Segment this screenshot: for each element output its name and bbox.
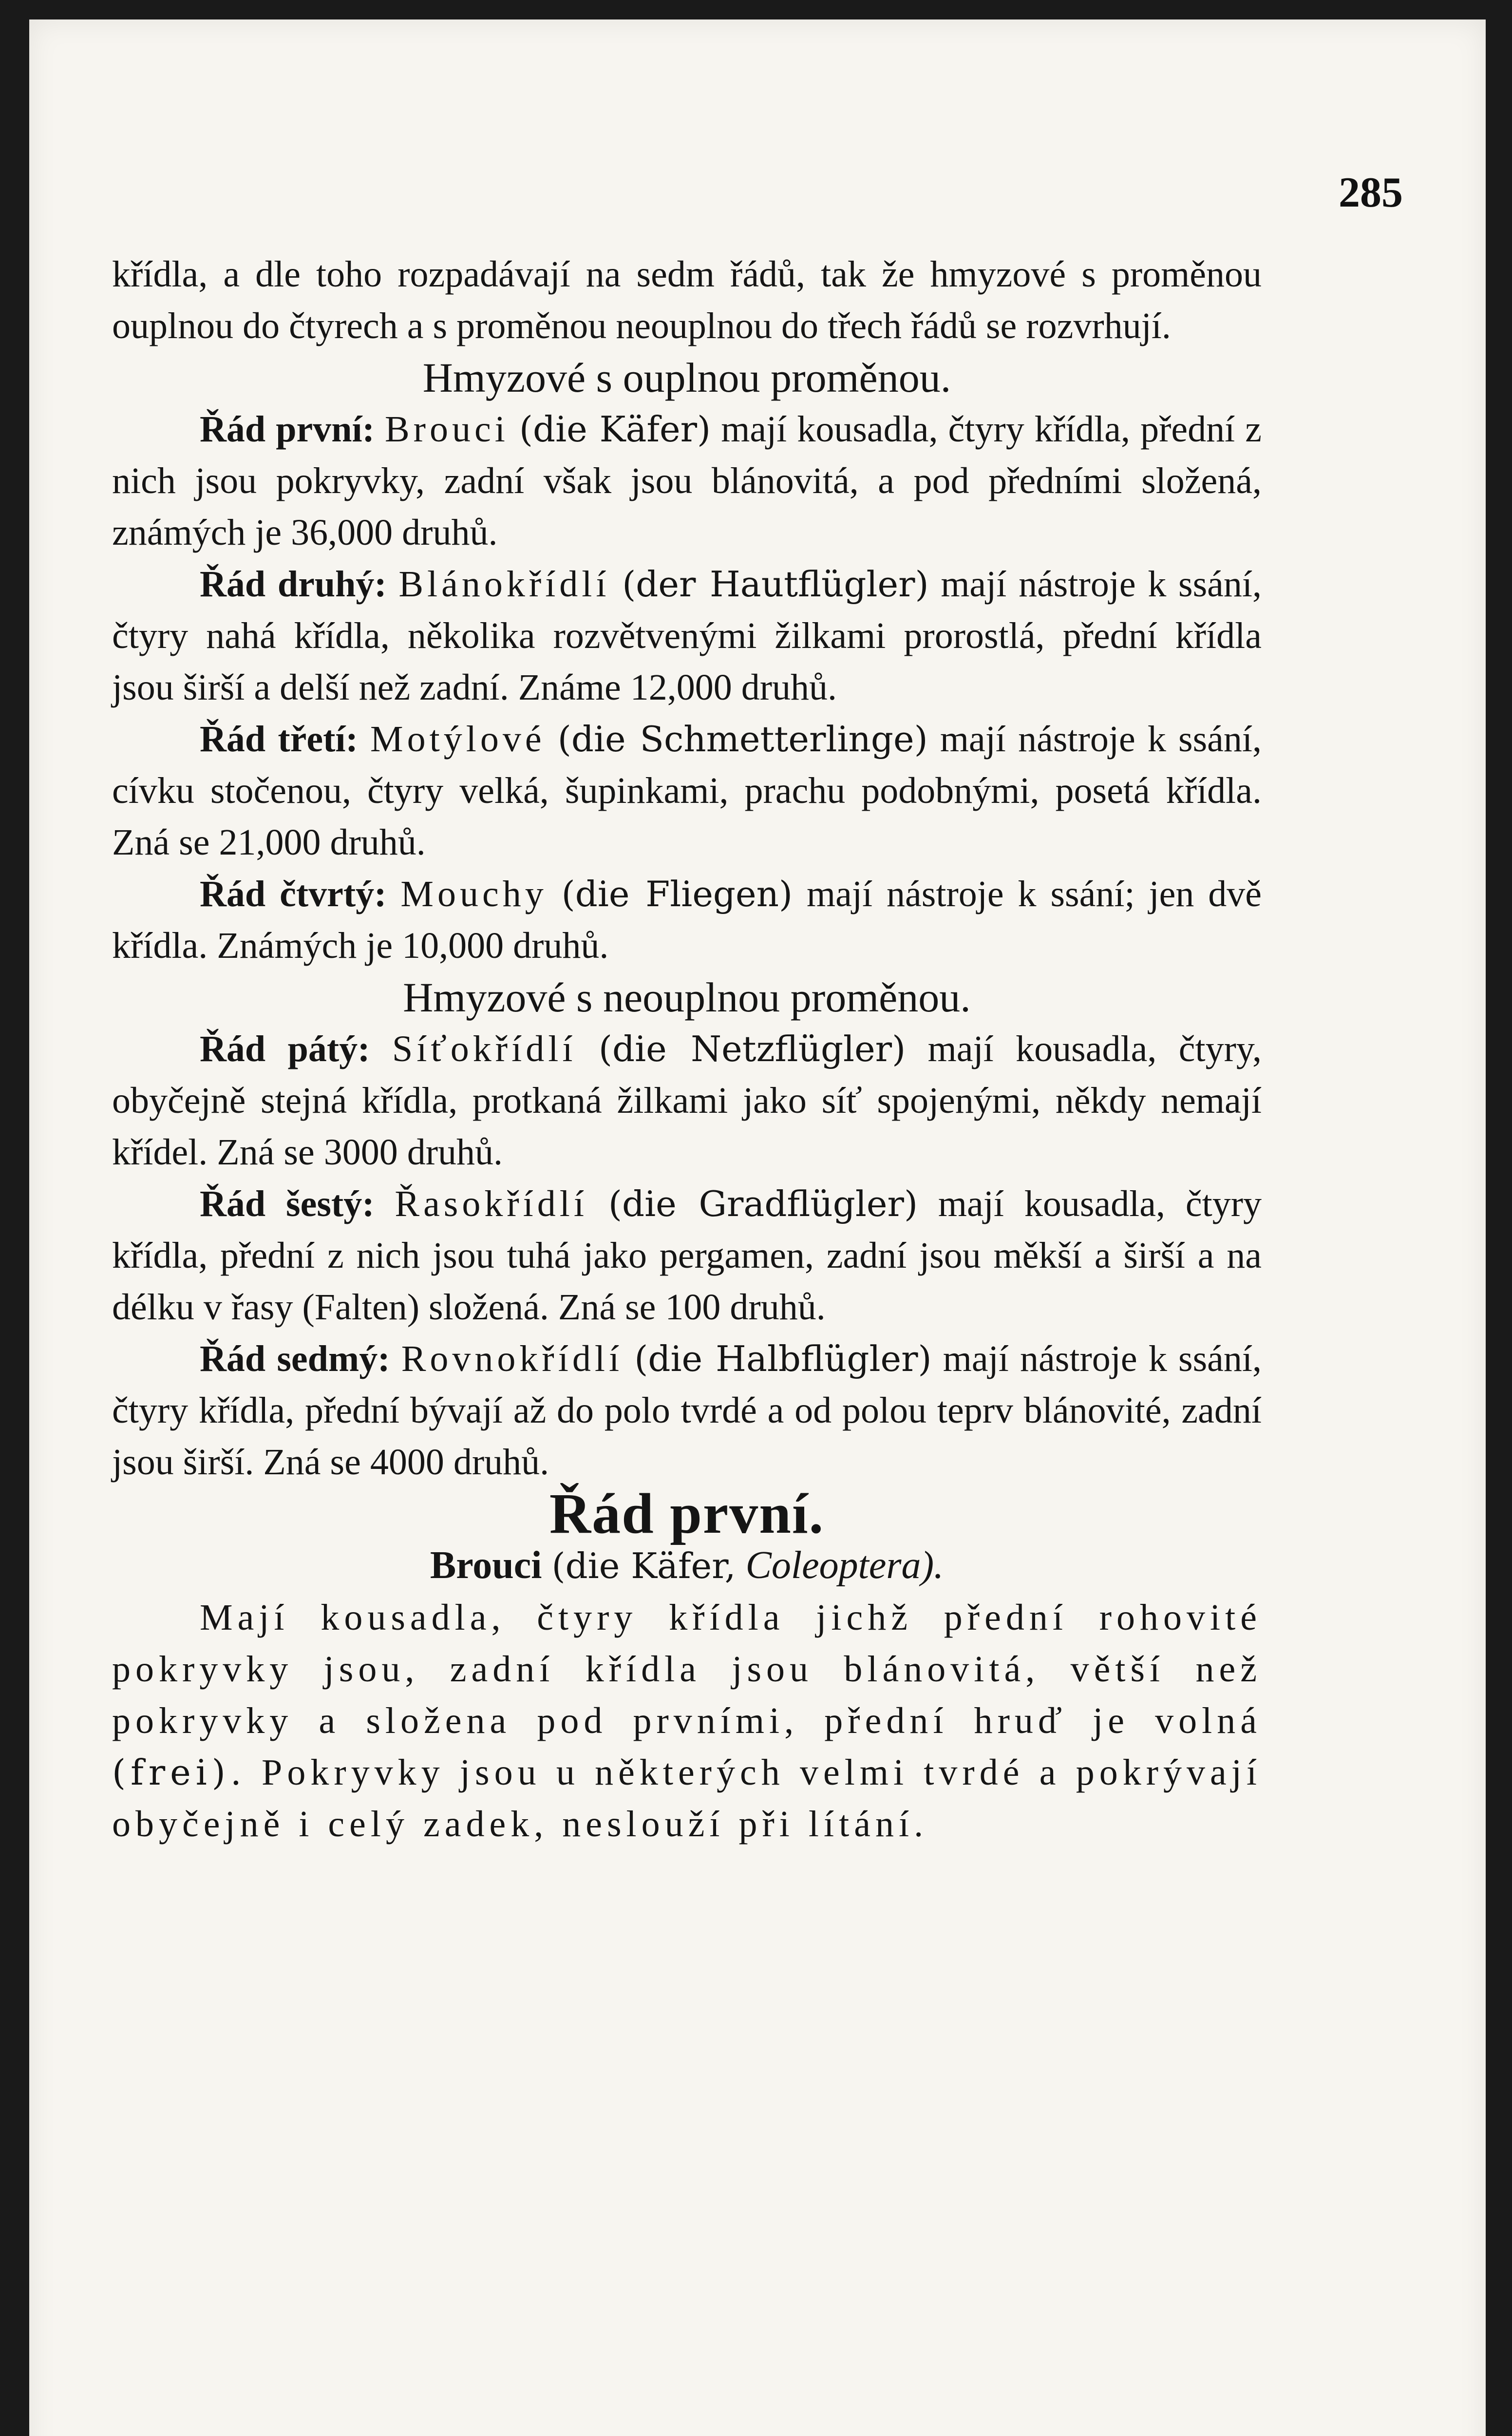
- order-paragraph: Řád první: Brouci (die Käfer) mají kousadla, čtyry křídla, přední z nich jsou pokryvky, zadní však jsou blánovitá, a pod předními složená, známých je 36,000 druhů.: [112, 409, 1262, 553]
- heading-incomplete-metamorphosis: Hmyzové s neouplnou proměnou.: [403, 974, 971, 1021]
- page-number: 285: [1339, 169, 1403, 216]
- book-page: [29, 19, 1486, 2436]
- heading-complete-metamorphosis: Hmyzové s ouplnou proměnou.: [422, 354, 951, 401]
- order-paragraph: Řád třetí: Motýlové (die Schmetterlinge) mají nástroje k ssání, cívku stočenou, čtyry velká, šupinkami, prachu podobnými, posetá křídla. Zná se 21,000 druhů.: [112, 719, 1262, 863]
- order-paragraph: Řád pátý: Síťokřídlí (die Netzflügler) mají kousadla, čtyry, obyčejně stejná křídla, protkaná žilkami jako síť spojenými, někdy nemají křídel. Zná se 3000 druhů.: [112, 1028, 1262, 1173]
- section-paragraph: Mají kousadla, čtyry křídla jichž přední rohovité pokryvky jsou, zadní křídla jsou blánovitá, větší než pokryvky a složena pod prvními, přední hruď je volná (frei). Pokryvky jsou u některých velmi tvrdé a pokrývají obyčejně i celý zadek, neslouží při lítání.: [112, 1597, 1262, 1845]
- order-paragraph: Řád čtvrtý: Mouchy (die Fliegen) mají nástroje k ssání; jen dvě křídla. Známých je 10,000 druhů.: [112, 874, 1262, 966]
- page-content: [112, 248, 1262, 1850]
- order-paragraph: Řád druhý: Blánokřídlí (der Hautflügler) mají nástroje k ssání, čtyry nahá křídla, několika rozvětvenými žilkami prorostlá, přední křídla jsou širší a delší než zadní. Známe 12,000 druhů.: [112, 564, 1262, 708]
- section-subtitle: Brouci (die Käfer, Coleoptera).: [430, 1544, 944, 1587]
- intro-paragraph: křídla, a dle toho rozpadávají na sedm řádů, tak že hmyzové s proměnou ouplnou do čtyrech a s proměnou neouplnou do třech řádů se rozvrhují.: [112, 254, 1262, 346]
- order-paragraph: Řád šestý: Řasokřídlí (die Gradflügler) mají kousadla, čtyry křídla, přední z nich jsou tuhá jako pergamen, zadní jsou měkší a širší a na délku v řasy (Falten) složená. Zná se 100 druhů.: [112, 1183, 1262, 1328]
- section-title: Řád první.: [549, 1482, 825, 1545]
- order-paragraph: Řád sedmý: Rovnokřídlí (die Halbflügler) mají nástroje k ssání, čtyry křídla, přední bývají až do polo tvrdé a od polou teprv blánovité, zadní jsou širší. Zná se 4000 druhů.: [112, 1338, 1262, 1483]
